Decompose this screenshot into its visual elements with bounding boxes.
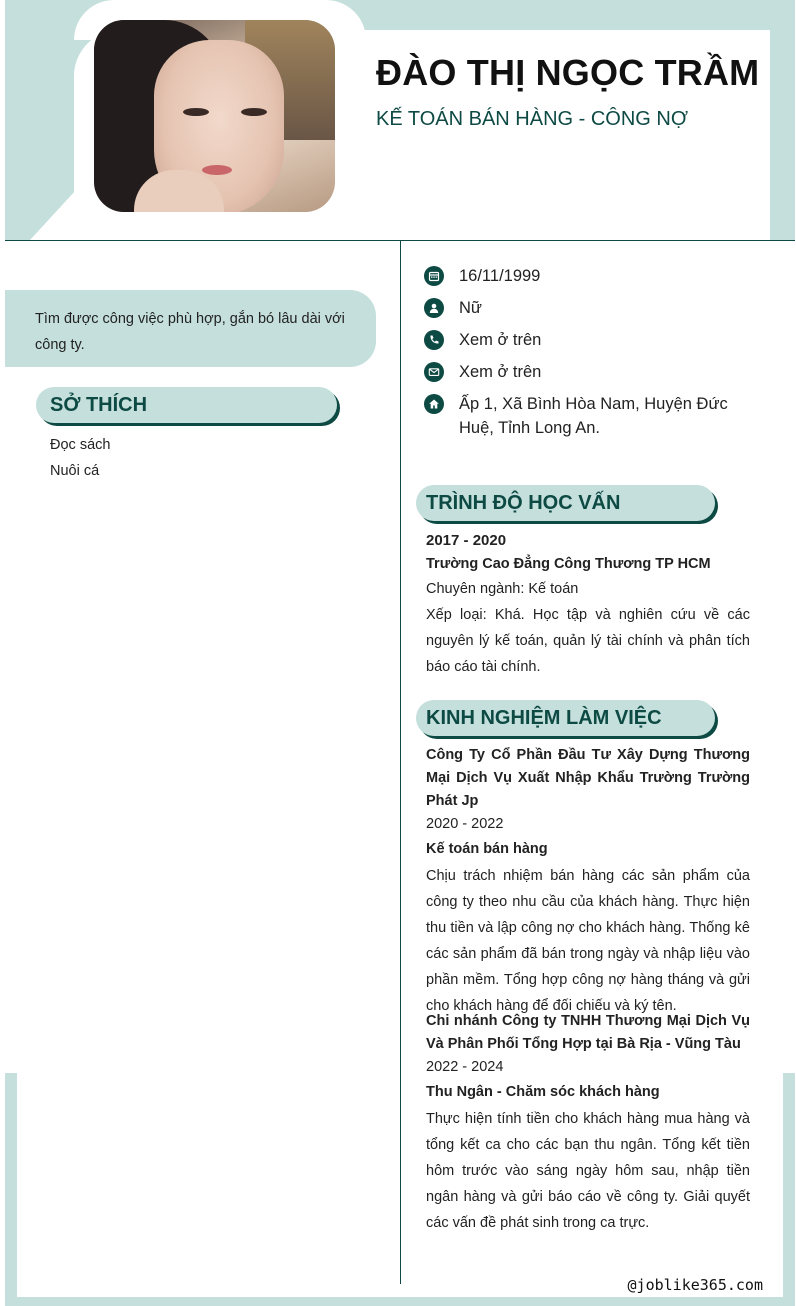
contact-list bbox=[424, 264, 764, 448]
dob-value: 16/11/1999 bbox=[459, 267, 541, 285]
experience-role: Kế toán bán hàng bbox=[426, 841, 548, 857]
footer-frame-right bbox=[783, 1073, 795, 1306]
user-icon bbox=[424, 298, 444, 318]
career-objective: Tìm được công việc phù hợp, gắn bó lâu dài với công ty. bbox=[5, 290, 376, 367]
contact-address bbox=[424, 392, 764, 440]
hobby-item: Nuôi cá bbox=[50, 463, 100, 479]
footer-frame-bottom bbox=[5, 1297, 795, 1306]
experience-company: Chi nhánh Công ty TNHH Thương Mại Dịch Vụ Và Phân Phối Tổng Hợp tại Bà Rịa - Vũng Tàu bbox=[426, 1013, 750, 1052]
home-icon bbox=[424, 394, 444, 414]
experience-description: Thực hiện tính tiền cho khách hàng mua hàng và tổng kết ca cho các bạn thu ngân. Tổng kết tiền hôm trước vào sáng ngày hôm sau, nhập tiền ngân hàng và gửi báo cáo về công ty. Giải quyết các vấn đề phát sinh trong ca trực. bbox=[426, 1111, 750, 1231]
contact-gender bbox=[424, 296, 764, 320]
education-major: Chuyên ngành: Kế toán bbox=[426, 581, 579, 597]
education-description: Xếp loại: Khá. Học tập và nghiên cứu về các nguyên lý kế toán, quản lý tài chính và phân tích báo cáo tài chính. bbox=[426, 607, 750, 675]
experience-role: Thu Ngân - Chăm sóc khách hàng bbox=[426, 1084, 660, 1100]
address-value: Ấp 1, Xã Bình Hòa Nam, Huyện Đức Huệ, Tỉnh Long An. bbox=[459, 395, 728, 437]
footer-frame-left bbox=[5, 1073, 17, 1306]
phone-icon bbox=[424, 330, 444, 350]
job-title: KẾ TOÁN BÁN HÀNG - CÔNG NỢ bbox=[376, 108, 689, 130]
header-right-strip bbox=[770, 0, 795, 240]
experience-entry bbox=[426, 744, 750, 1019]
education-period: 2017 - 2020 bbox=[426, 532, 507, 549]
candidate-name: ĐÀO THỊ NGỌC TRẦM bbox=[376, 52, 760, 93]
experience-company: Công Ty Cổ Phần Đầu Tư Xây Dựng Thương Mại Dịch Vụ Xuất Nhập Khẩu Trường Trường Phát Jp bbox=[426, 747, 750, 809]
site-watermark: @joblike365.com bbox=[627, 1276, 763, 1294]
gender-value: Nữ bbox=[459, 299, 482, 317]
phone-value: Xem ở trên bbox=[459, 331, 542, 349]
experience-heading: KINH NGHIỆM LÀM VIỆC bbox=[416, 700, 715, 736]
hobbies-list bbox=[50, 432, 110, 484]
experience-period: 2022 - 2024 bbox=[426, 1059, 504, 1075]
calendar-icon bbox=[424, 266, 444, 286]
profile-photo bbox=[94, 20, 335, 212]
contact-phone bbox=[424, 328, 764, 352]
hobbies-heading: SỞ THÍCH bbox=[36, 387, 337, 423]
column-divider bbox=[400, 240, 401, 1284]
contact-email bbox=[424, 360, 764, 384]
experience-entry bbox=[426, 1010, 750, 1236]
education-school: Trường Cao Đẳng Công Thương TP HCM bbox=[426, 556, 711, 572]
email-value: Xem ở trên bbox=[459, 363, 542, 381]
experience-period: 2020 - 2022 bbox=[426, 816, 504, 832]
mail-icon bbox=[424, 362, 444, 382]
experience-description: Chịu trách nhiệm bán hàng các sản phẩm của công ty theo nhu cầu của khách hàng. Thực hiện thu tiền và lập công nợ cho khách hàng. Thống kê các sản phẩm đã bán trong ngày và nhập liệu vào phần mềm. Tổng hợp công nợ hàng tháng và gửi cho khách hàng để đối chiếu và ký tên. bbox=[426, 868, 750, 1014]
header-corner-notch bbox=[30, 190, 76, 240]
hobby-item: Đọc sách bbox=[50, 437, 111, 453]
education-entry bbox=[426, 530, 750, 680]
contact-dob bbox=[424, 264, 764, 288]
education-heading: TRÌNH ĐỘ HỌC VẤN bbox=[416, 485, 715, 521]
